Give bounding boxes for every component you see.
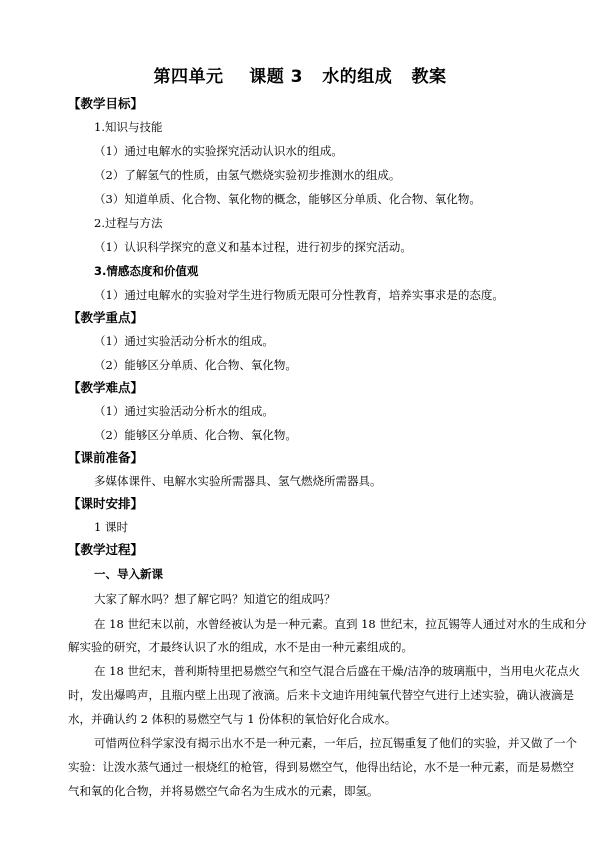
objective-item: （2）了解氢气的性质，由氢气燃烧实验初步推测水的组成。: [94, 168, 401, 182]
objective-item: （3）知道单质、化合物、氧化物的概念，能够区分单质、化合物、氧化物。: [94, 192, 481, 206]
section-heading-difficulties: 【教学难点】: [68, 380, 144, 395]
section-heading-objectives: 【教学目标】: [68, 96, 144, 111]
paragraph-line: 气和氧的化合物，并将易燃空气命名为生成水的元素，即氢。: [68, 784, 379, 798]
section-heading-process: 【教学过程】: [68, 542, 144, 557]
objective-heading-attitude: 3.情感态度和价值观: [94, 264, 199, 278]
difficulty-item: （2）能够区分单质、化合物、氧化物。: [94, 428, 297, 442]
page-title: 第四单元 课题 3 水的组成 教案: [153, 67, 447, 87]
paragraph-line: 水，并确认约 2 体积的易燃空气与 1 份体积的氧恰好化合成水。: [68, 712, 397, 726]
paragraph-line: 时，发出爆鸣声，且瓶内壁上出现了液滴。后来卡文迪许用纯氧代替空气进行上述实验，确认液滴是: [68, 688, 574, 702]
objective-item: （1）认识科学探究的意义和基本过程，进行初步的探究活动。: [94, 240, 412, 254]
paragraph-line: 实验：让泼水蒸气通过一根烧红的枪管，得到易燃空气，他得出结论，水不是一种元素，而是易燃空: [68, 760, 574, 774]
section-heading-preparation: 【课前准备】: [68, 450, 144, 465]
paragraph-line: 大家了解水吗？想了解它吗？知道它的组成吗？: [94, 592, 336, 606]
section-heading-key-points: 【教学重点】: [68, 310, 144, 325]
paragraph-line: 在 18 世纪末，普利斯特里把易燃空气和空气混合后盛在干燥/洁净的玻璃瓶中，当用电火花点火: [94, 664, 580, 678]
key-point-item: （1）通过实验活动分析水的组成。: [94, 334, 274, 348]
objective-heading-knowledge: 1.知识与技能: [94, 120, 163, 134]
section-heading-schedule: 【课时安排】: [68, 496, 144, 511]
preparation-text: 多媒体课件、电解水实验所需器具、氢气燃烧所需器具。: [94, 474, 382, 488]
key-point-item: （2）能够区分单质、化合物、氧化物。: [94, 358, 297, 372]
process-subheading: 一、导入新课: [94, 567, 163, 581]
difficulty-item: （1）通过实验活动分析水的组成。: [94, 404, 274, 418]
paragraph-line: 在 18 世纪末以前，水曾经被认为是一种元素。直到 18 世纪末，拉瓦锡等人通过对水的生成和分: [94, 617, 587, 631]
objective-item: （1）通过电解水的实验探究活动认识水的组成。: [94, 144, 343, 158]
paragraph-line: 解实验的研究，才最终认识了水的组成，水不是由一种元素组成的。: [68, 640, 413, 654]
paragraph-line: 可惜两位科学家没有揭示出水不是一种元素，一年后，拉瓦锡重复了他们的实验，并又做了一个: [94, 736, 577, 750]
objective-item: （1）通过电解水的实验对学生进行物质无限可分性教育，培养实事求是的态度。: [94, 288, 504, 302]
objective-heading-process: 2.过程与方法: [94, 216, 163, 230]
schedule-text: 1 课时: [94, 520, 128, 534]
